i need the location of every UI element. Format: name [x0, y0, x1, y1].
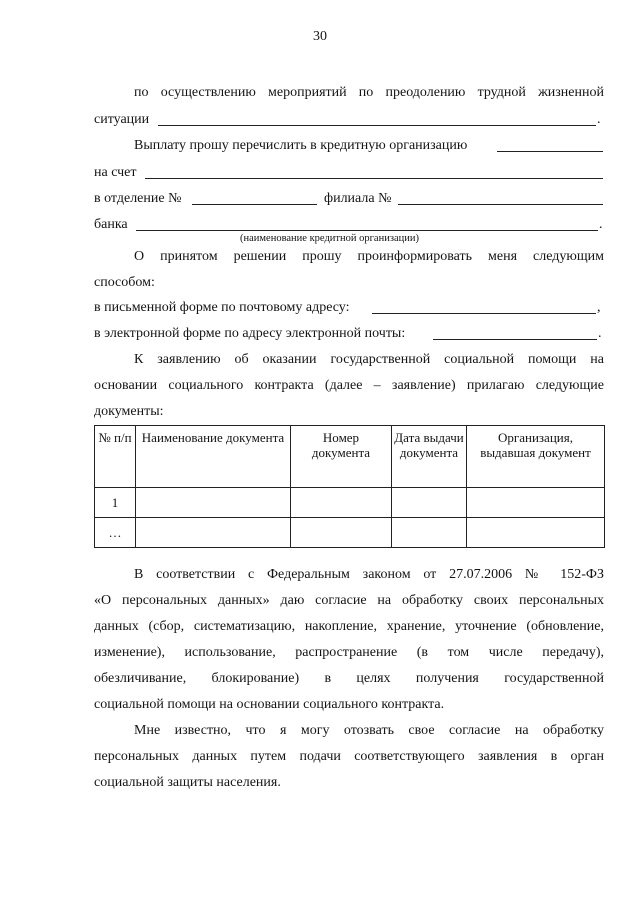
electronic-form-end: . — [598, 326, 602, 341]
table-cell[interactable] — [392, 488, 467, 518]
attach-line-3: документы: — [94, 404, 164, 419]
consent-line-1: В соответствии с Федеральным законом от 27.07.2006 № 152-ФЗ — [134, 567, 604, 582]
table-header-row — [95, 426, 605, 488]
col-header-issuer: Организация, выдавшая документ — [467, 426, 605, 488]
consent-line-3: данных (сбор, систематизацию, накопление, хранение, уточнение (обновление, — [94, 619, 604, 634]
col-header-issue-date: Дата выдачи документа — [392, 426, 467, 488]
table-cell[interactable] — [291, 518, 392, 548]
consent-line-2: «О персональных данных» даю согласие на обработку своих персональных — [94, 593, 604, 608]
bank-label: банка — [94, 217, 128, 232]
filial-number-field[interactable] — [398, 204, 603, 205]
notify-line-1: О принятом решении прошу проинформировать меня следующим — [134, 249, 604, 264]
page-number: 30 — [313, 29, 327, 44]
account-label: на счет — [94, 165, 137, 180]
table-cell: … — [95, 518, 136, 548]
attach-line-2: основании социального контракта (далее – заявление) прилагаю следующие — [94, 378, 604, 393]
revoke-line-3: социальной защиты населения. — [94, 775, 281, 790]
table-cell[interactable] — [291, 488, 392, 518]
table-cell: 1 — [95, 488, 136, 518]
col-header-doc-number: Номер документа — [291, 426, 392, 488]
situation-field[interactable] — [158, 125, 596, 126]
situation-label: ситуации — [94, 112, 150, 127]
bank-caption: (наименование кредитной организации) — [240, 233, 419, 244]
documents-table — [94, 425, 605, 548]
bank-end: . — [599, 217, 603, 232]
written-form-end: , — [597, 300, 601, 315]
postal-address-field[interactable] — [372, 313, 596, 314]
account-field[interactable] — [145, 178, 603, 179]
table-cell[interactable] — [392, 518, 467, 548]
branch-label: в отделение № — [94, 191, 182, 206]
table-cell[interactable] — [136, 518, 291, 548]
consent-line-6: социальной помощи на основании социального контракта. — [94, 697, 445, 712]
situation-end: . — [597, 112, 601, 127]
intro-line-1: по осуществлению мероприятий по преодолению трудной жизненной — [134, 85, 604, 100]
table-row — [95, 488, 605, 518]
filial-label: филиала № — [324, 191, 392, 206]
table-cell[interactable] — [467, 488, 605, 518]
col-header-number: № п/п — [95, 426, 136, 488]
credit-org-label: Выплату прошу перечислить в кредитную организацию — [134, 138, 468, 153]
notify-line-2: способом: — [94, 275, 155, 290]
consent-line-4: изменение), использование, распространение (в том числе передачу), — [94, 645, 604, 660]
electronic-form-label: в электронной форме по адресу электронной почты: — [94, 326, 406, 341]
table-row — [95, 518, 605, 548]
revoke-line-1: Мне известно, что я могу отозвать свое согласие на обработку — [134, 723, 604, 738]
bank-name-field[interactable] — [136, 230, 598, 231]
col-header-doc-name: Наименование документа — [136, 426, 291, 488]
revoke-line-2: персональных данных путем подачи соответствующего заявления в орган — [94, 749, 604, 764]
email-address-field[interactable] — [433, 339, 597, 340]
written-form-label: в письменной форме по почтовому адресу: — [94, 300, 350, 315]
branch-number-field[interactable] — [192, 204, 317, 205]
consent-line-5: обезличивание, блокирование) в целях получения государственной — [94, 671, 604, 686]
table-cell[interactable] — [136, 488, 291, 518]
credit-org-field[interactable] — [497, 151, 603, 152]
table-cell[interactable] — [467, 518, 605, 548]
attach-line-1: К заявлению об оказании государственной социальной помощи на — [134, 352, 604, 367]
